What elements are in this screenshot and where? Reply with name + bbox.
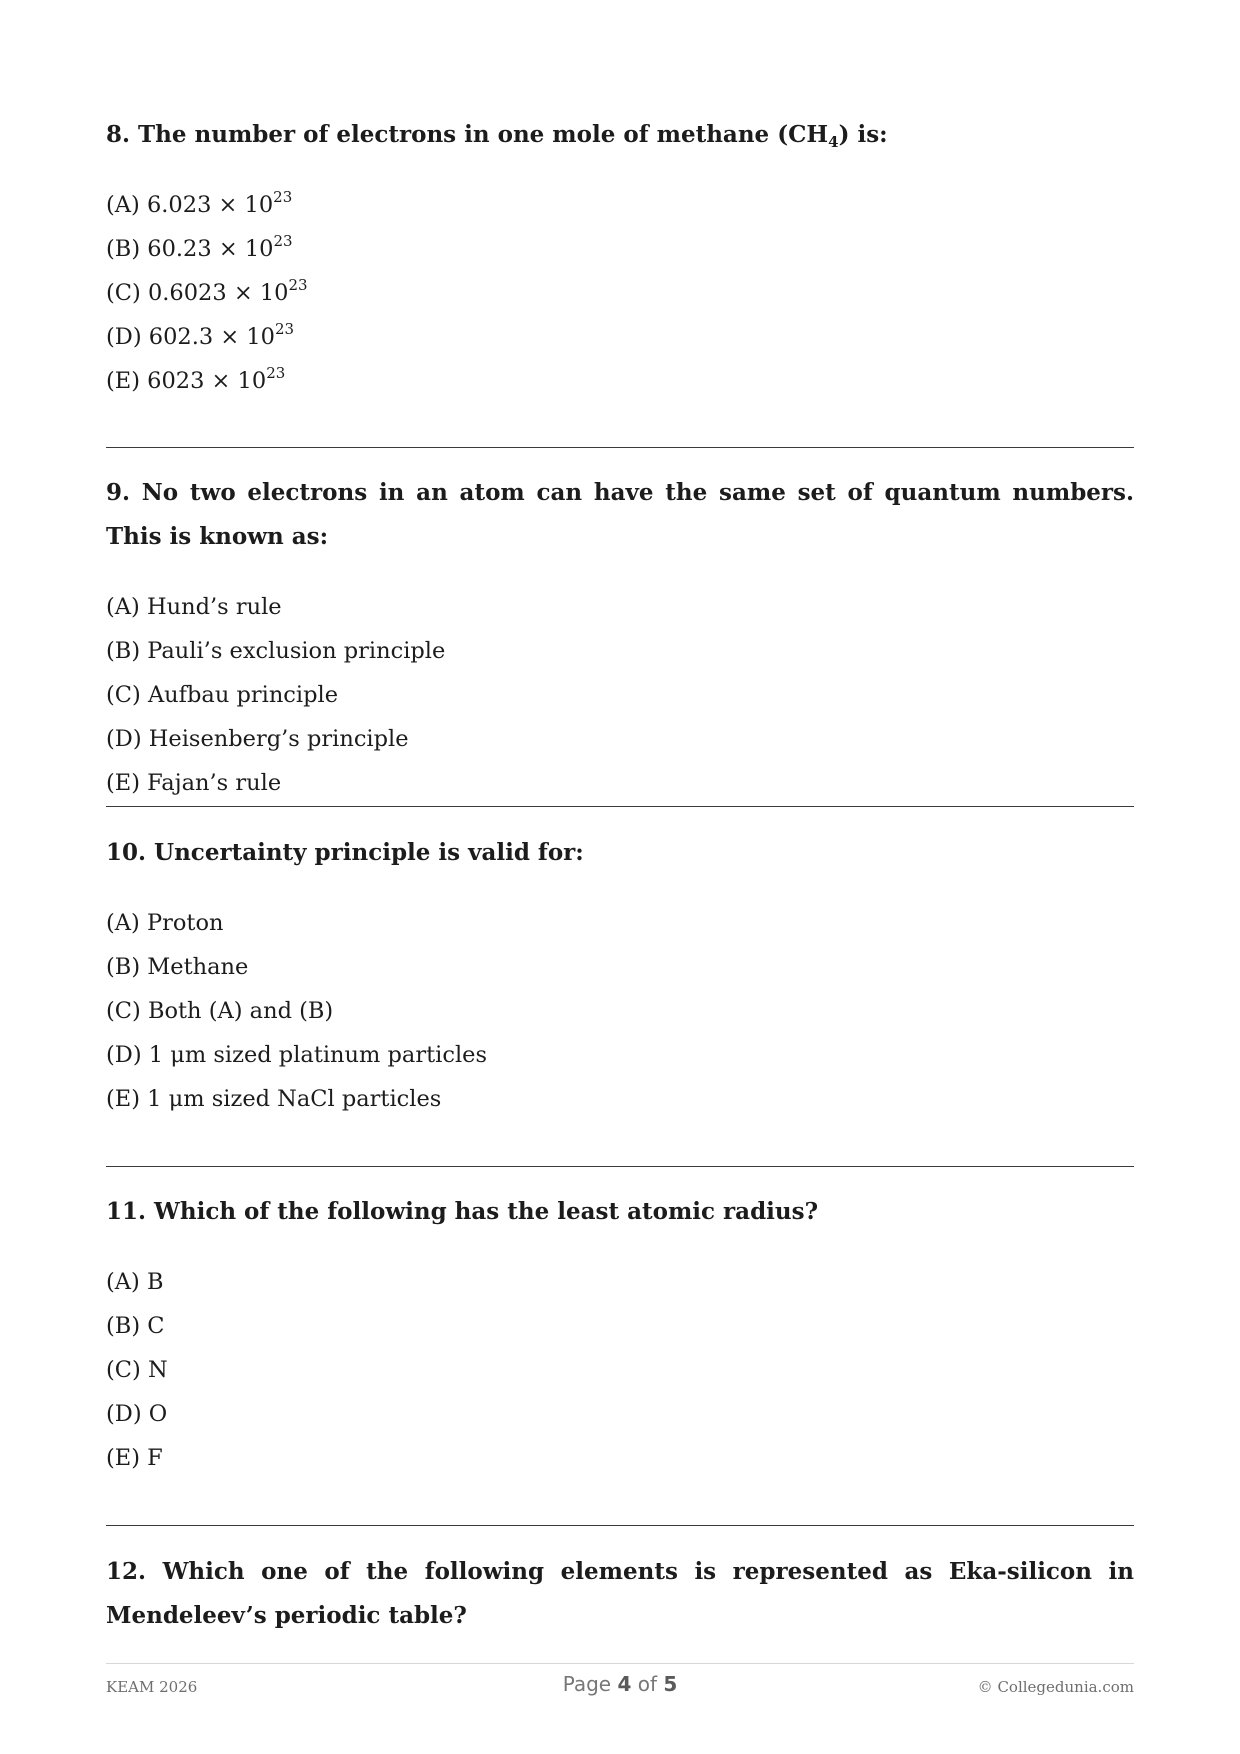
subscript: 4 [828, 133, 839, 151]
option-d [106, 717, 1134, 761]
option-text: Methane [147, 954, 249, 980]
option-a [106, 183, 1134, 227]
option-exponent: 23 [288, 276, 308, 294]
divider [106, 806, 1134, 807]
option-exponent: 23 [274, 320, 295, 338]
option-text: Aufbau principle [147, 682, 339, 708]
question-10 [106, 831, 1134, 1121]
option-c [106, 673, 1134, 717]
divider [106, 1166, 1134, 1167]
option-b [106, 945, 1134, 989]
option-label: (C) [106, 1357, 141, 1383]
option-d [106, 315, 1134, 359]
option-label: (A) [106, 192, 140, 218]
option-text: O [148, 1401, 168, 1427]
option-exponent: 23 [266, 364, 286, 382]
option-label: (A) [106, 1269, 140, 1295]
question-11 [106, 1190, 1134, 1480]
question-10-options [106, 901, 1134, 1121]
option-text: Proton [146, 910, 224, 936]
option-c [106, 989, 1134, 1033]
divider [106, 447, 1134, 448]
question-11-title [106, 1190, 1134, 1234]
footer-divider [106, 1663, 1134, 1664]
option-text: Heisenberg’s principle [148, 726, 409, 752]
question-text: The number of electrons in one mole of methane (CH [138, 121, 829, 148]
option-value: 602.3 × 10 [148, 324, 275, 350]
option-text: B [146, 1269, 164, 1295]
option-label: (E) [106, 1086, 140, 1112]
option-exponent: 23 [273, 188, 293, 206]
option-d [106, 1392, 1134, 1436]
option-text: F [147, 1445, 163, 1471]
question-number: 9. [106, 479, 131, 506]
question-number: 10. [106, 839, 147, 866]
page-current: 4 [617, 1672, 632, 1696]
question-text: Which of the following has the least atomic radius? [154, 1198, 819, 1225]
page-prefix: Page [562, 1672, 612, 1696]
option-label: (D) [106, 1042, 142, 1068]
option-value: 6023 × 10 [147, 368, 267, 394]
option-e [106, 1077, 1134, 1121]
option-label: (E) [106, 1445, 140, 1471]
option-b [106, 629, 1134, 673]
copyright: © Collegedunia.com [977, 1678, 1134, 1696]
option-text: 1 μm sized NaCl particles [147, 1086, 442, 1112]
option-label: (E) [106, 770, 140, 796]
question-number: 12. [106, 1558, 147, 1585]
option-text: Pauli’s exclusion principle [147, 638, 446, 664]
option-label: (D) [106, 324, 142, 350]
question-12 [106, 1550, 1134, 1638]
option-text: Fajan’s rule [147, 770, 282, 796]
question-8 [106, 113, 1134, 403]
question-9-title [106, 471, 1134, 559]
page-total: 5 [663, 1672, 678, 1696]
exam-name: KEAM 2026 [106, 1678, 198, 1696]
question-9 [106, 471, 1134, 805]
option-value: 0.6023 × 10 [147, 280, 289, 306]
option-a [106, 1260, 1134, 1304]
option-label: (B) [106, 954, 141, 980]
option-b [106, 227, 1134, 271]
option-label: (C) [106, 682, 141, 708]
option-label: (B) [106, 638, 141, 664]
question-text: No two electrons in an atom can have the same set of quantum numbers. This is known as: [106, 479, 1134, 550]
option-label: (A) [106, 594, 140, 620]
question-12-title [106, 1550, 1134, 1638]
option-text: N [147, 1357, 168, 1383]
option-label: (A) [106, 910, 140, 936]
option-text: 1 μm sized platinum particles [148, 1042, 488, 1068]
option-d [106, 1033, 1134, 1077]
question-text: Uncertainty principle is valid for: [154, 839, 584, 866]
question-text-end: ) is: [838, 121, 888, 148]
question-9-options [106, 585, 1134, 805]
question-text: Which one of the following elements is represented as Eka-silicon in Mendeleev’s periodic table? [106, 1558, 1135, 1629]
option-text: Hund’s rule [146, 594, 282, 620]
option-c [106, 1348, 1134, 1392]
option-label: (E) [106, 368, 140, 394]
question-number: 8. [106, 121, 131, 148]
option-e [106, 1436, 1134, 1480]
option-label: (B) [106, 236, 141, 262]
option-label: (D) [106, 1401, 142, 1427]
divider [106, 1525, 1134, 1526]
option-text: Both (A) and (B) [147, 998, 334, 1024]
option-label: (C) [106, 998, 141, 1024]
option-a [106, 585, 1134, 629]
option-c [106, 271, 1134, 315]
question-10-title [106, 831, 1134, 875]
option-value: 6.023 × 10 [146, 192, 274, 218]
question-8-title [106, 113, 1134, 157]
option-exponent: 23 [273, 232, 293, 250]
question-11-options [106, 1260, 1134, 1480]
page-of: of [637, 1672, 658, 1696]
option-e [106, 761, 1134, 805]
question-number: 11. [106, 1198, 147, 1225]
option-e [106, 359, 1134, 403]
option-label: (D) [106, 726, 142, 752]
option-label: (B) [106, 1313, 141, 1339]
option-b [106, 1304, 1134, 1348]
question-8-options [106, 183, 1134, 403]
page-footer [106, 1672, 1134, 1702]
option-a [106, 901, 1134, 945]
option-value: 60.23 × 10 [147, 236, 274, 262]
option-text: C [147, 1313, 165, 1339]
option-label: (C) [106, 280, 141, 306]
